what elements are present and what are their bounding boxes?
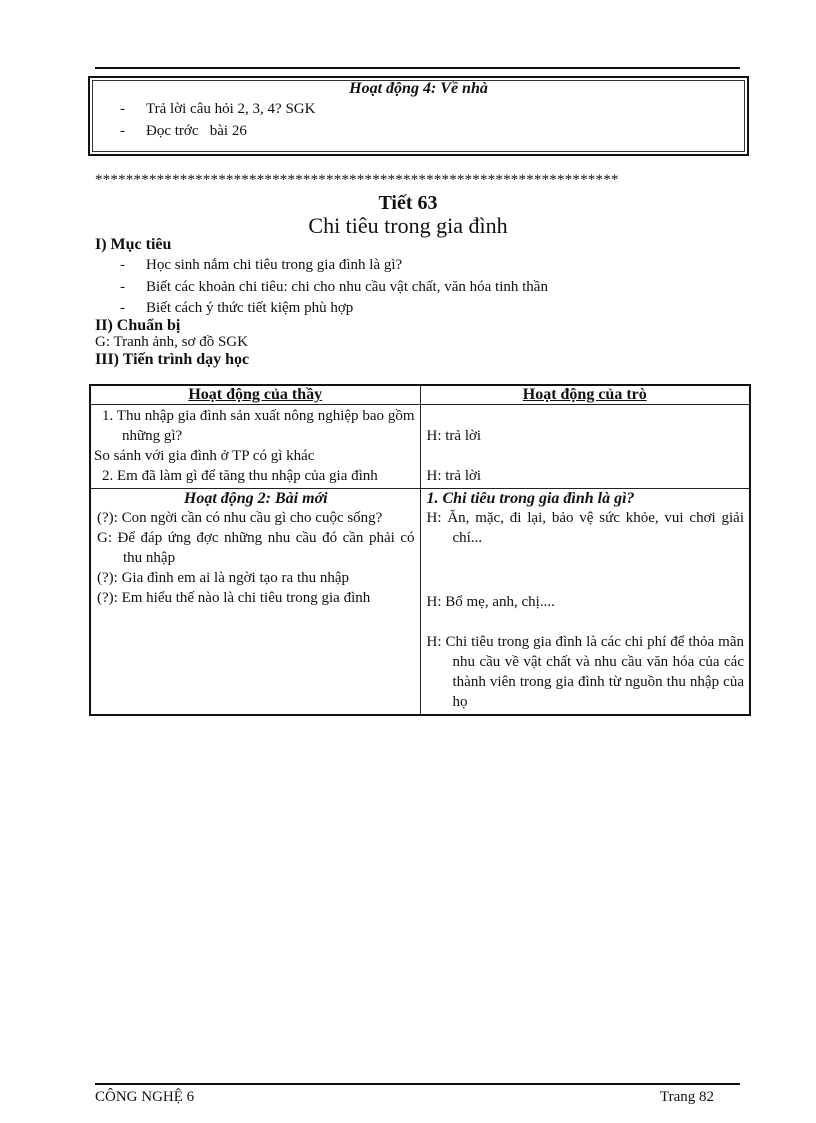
student-section-title: 1. Chi tiêu trong gia đình là gì?	[426, 490, 635, 507]
header-rule	[95, 67, 740, 69]
objective-item: - Biết các khoản chi tiêu: chi cho nhu cầu vật chất, văn hóa tinh thần	[120, 279, 548, 295]
process-heading: III) Tiến trình dạy học	[95, 351, 250, 368]
objective-text: Biết các khoản chi tiêu: chi cho nhu cầu vật chất, văn hóa tinh thần	[146, 279, 548, 295]
activity4-title: Hoạt động 4: Về nhà	[349, 80, 488, 97]
teacher-text: (?): Em hiểu thế nào là chi tiêu trong gia đình	[97, 590, 371, 606]
student-text: H: Bố mẹ, anh, chị....	[426, 594, 555, 610]
student-text: H: Ăn, mặc, đi lại, bảo vệ sức khỏe, vui chơi giải chí...	[426, 510, 744, 546]
objective-text: Biết cách ý thức tiết kiệm phù hợp	[146, 300, 354, 316]
objective-item: - Học sinh nắm chi tiêu trong gia đình là gì?	[120, 257, 403, 273]
header-student: Hoạt động của trò	[420, 385, 750, 405]
activity4-box	[88, 76, 749, 156]
activity4-item-text: Trả lời câu hỏi 2, 3, 4? SGK	[146, 101, 316, 117]
activity4-item: - Trả lời câu hỏi 2, 3, 4? SGK	[120, 101, 316, 117]
table-row	[90, 489, 750, 716]
teacher-text: 1. Thu nhập gia đình sản xuất nông nghiệp bao gồm những gì?	[102, 408, 415, 444]
teacher-cell	[90, 405, 420, 489]
objectives-heading: I) Mục tiêu	[95, 236, 172, 253]
student-cell	[420, 489, 750, 716]
student-text: H: trả lời	[426, 428, 482, 444]
teacher-cell	[90, 489, 420, 716]
lesson-title: Chi tiêu trong gia đình	[308, 213, 508, 238]
footer-rule	[95, 1083, 740, 1085]
lesson-table	[89, 384, 751, 716]
objective-item: - Biết cách ý thức tiết kiệm phù hợp	[120, 300, 354, 316]
preparation-text: G: Tranh ảnh, sơ đồ SGK	[95, 334, 248, 350]
student-text: H: Chi tiêu trong gia đình là các chi phí để thỏa mãn nhu cầu về vật chất và nhu cầu văn hóa của các thành viên trong gia đình từ nguồn thu nhập của họ	[426, 634, 744, 710]
objective-text: Học sinh nắm chi tiêu trong gia đình là gì?	[146, 257, 403, 273]
footer-subject: CÔNG NGHỆ 6	[95, 1089, 195, 1105]
table-row	[90, 405, 750, 489]
teacher-text: (?): Con ngời cần có nhu cầu gì cho cuộc sống?	[97, 510, 383, 526]
teacher-text: 2. Em đã làm gì để tăng thu nhập của gia đình	[102, 468, 378, 484]
separator-stars: ********************************************************************	[95, 172, 619, 188]
table-header-row	[90, 385, 750, 405]
teacher-text: So sánh với gia đình ở TP có gì khác	[94, 448, 315, 464]
activity4-item-text: Đọc trớc bài 26	[146, 123, 247, 139]
activity4-item: - Đọc trớc bài 26	[120, 123, 247, 139]
lesson-number: Tiết 63	[378, 192, 438, 214]
footer-page: Trang 82	[660, 1089, 715, 1105]
teacher-text: (?): Gia đình em ai là ngời tạo ra thu nhập	[97, 570, 350, 586]
student-text: H: trả lời	[426, 468, 482, 484]
header-teacher: Hoạt động của thầy	[90, 385, 420, 405]
preparation-heading: II) Chuẩn bị	[95, 317, 181, 334]
student-cell	[420, 405, 750, 489]
teacher-text: G: Để đáp ứng đợc những nhu cầu đó cần phải có thu nhập	[97, 530, 415, 566]
activity2-title: Hoạt động 2: Bài mới	[183, 490, 328, 507]
